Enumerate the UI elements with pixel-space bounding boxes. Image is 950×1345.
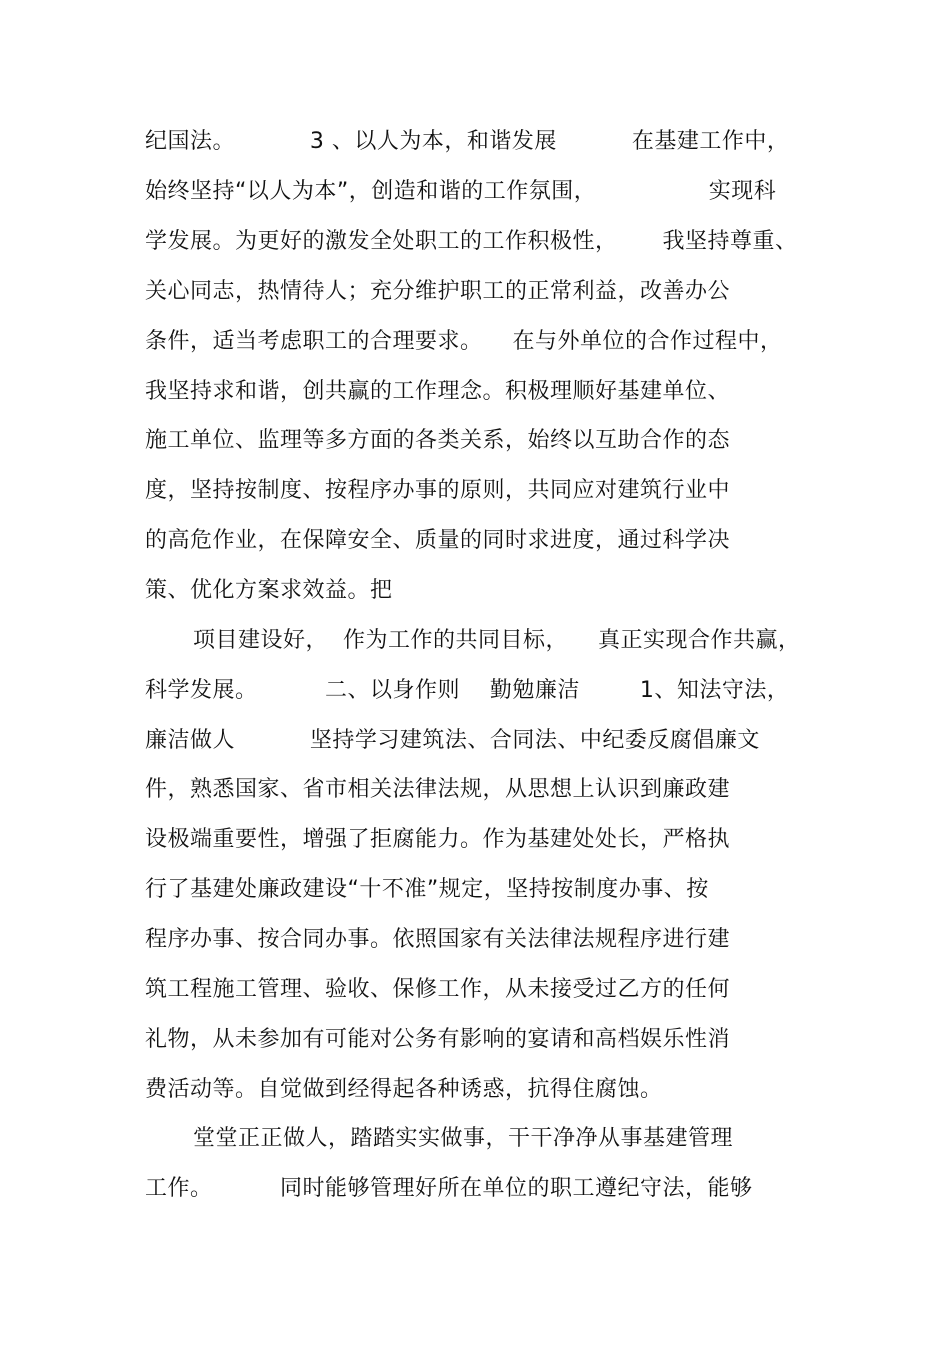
text-line: 设极端重要性，增强了拒腐能力。作为基建处处长，严格执 [145, 827, 731, 852]
text-line: 行了基建处廉政建设“十不准”规定，坚持按制度办事、按 [145, 877, 709, 902]
text-line: 关心同志，热情待人；充分维护职工的正常利益，改善办公 [145, 279, 731, 304]
text-line: 施工单位、监理等多方面的各类关系，始终以互助合作的态 [145, 428, 731, 453]
text-line: 件，熟悉国家、省市相关法律法规，从思想上认识到廉政建 [145, 777, 731, 802]
text-line: 策、优化方案求效益。把 [145, 578, 393, 603]
text-line: 堂堂正正做人，踏踏实实做事，干干净净从事基建管理 [193, 1126, 734, 1151]
text-line: 始终坚持“以人为本”，创造和谐的工作氛围， 实现科 [145, 179, 777, 204]
text-line: 廉洁做人 坚持学习建筑法、合同法、中纪委反腐倡廉文 [145, 728, 760, 753]
text-line: 项目建设好， 作为工作的共同目标， 真正实现合作共赢， [193, 628, 801, 653]
text-line: 筑工程施工管理、验收、保修工作，从未接受过乙方的任何 [145, 977, 731, 1002]
text-line: 条件，适当考虑职工的合理要求。 在与外单位的合作过程中， [145, 329, 783, 354]
text-line: 费活动等。自觉做到经得起各种诱惑，抗得住腐蚀。 [145, 1077, 663, 1102]
text-line: 程序办事、按合同办事。依照国家有关法律法规程序进行建 [145, 927, 731, 952]
text-line: 学发展。为更好的激发全处职工的工作积极性， 我坚持尊重、 [145, 229, 798, 254]
text-line: 的高危作业，在保障安全、质量的同时求进度，通过科学决 [145, 528, 731, 553]
text-line: 科学发展。 二、以身作则 勤勉廉洁 1、知法守法， [145, 678, 790, 703]
text-line: 度，坚持按制度、按程序办事的原则，共同应对建筑行业中 [145, 478, 731, 503]
text-line: 礼物，从未参加有可能对公务有影响的宴请和高档娱乐性消 [145, 1027, 731, 1052]
text-line: 纪国法。 3 、以人为本，和谐发展 在基建工作中， [145, 129, 790, 154]
text-line: 工作。 同时能够管理好所在单位的职工遵纪守法，能够 [145, 1176, 753, 1201]
text-line: 我坚持求和谐，创共赢的工作理念。积极理顺好基建单位、 [145, 379, 731, 404]
